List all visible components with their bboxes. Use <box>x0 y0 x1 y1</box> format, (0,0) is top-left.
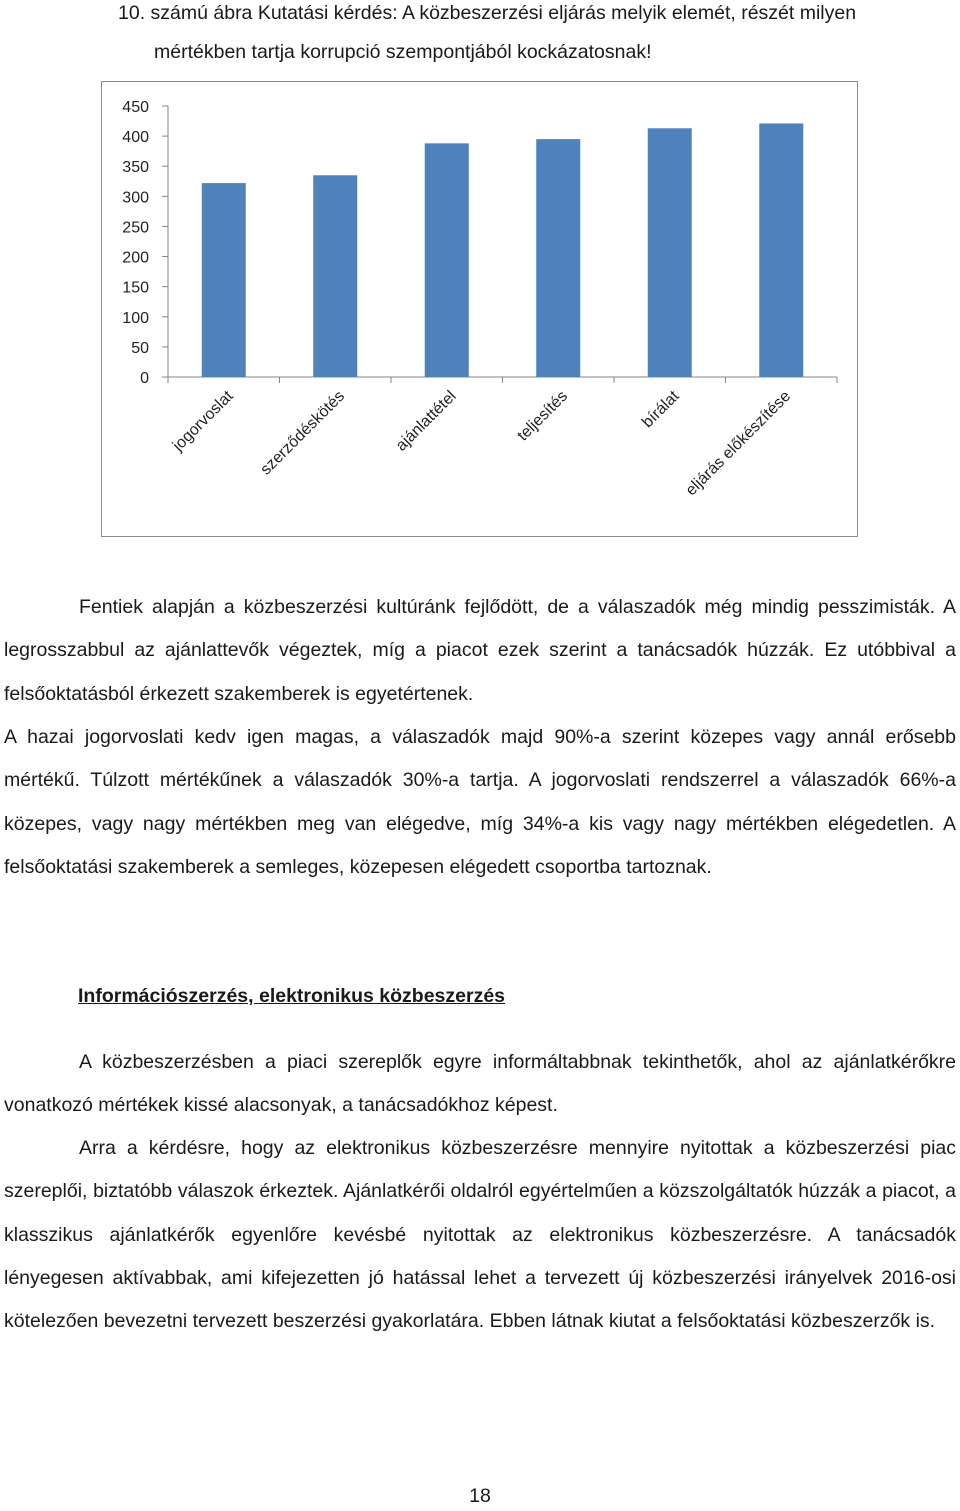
y-tick-label: 400 <box>122 129 149 147</box>
figure-caption-line-1: 10. számú ábra Kutatási kérdés: A közbeszerzési eljárás melyik elemét, részét milyen <box>118 2 857 24</box>
x-tick-label: teljesítés <box>514 387 572 445</box>
figure-caption <box>118 0 960 73</box>
y-tick-label: 300 <box>122 189 149 207</box>
x-tick-label: jogorvoslat <box>169 387 237 455</box>
bar <box>425 143 469 377</box>
page-number: 18 <box>469 1485 491 1507</box>
bar <box>648 128 692 377</box>
bar-chart-frame <box>101 81 858 537</box>
y-tick-label: 350 <box>122 159 149 177</box>
bar <box>313 175 357 377</box>
paragraph-4: Arra a kérdésre, hogy az elektronikus közbeszerzésre mennyire nyitottak a közbeszerzési piac szereplői, biztatóbb válaszok érkeztek. Ajánlatkérői oldalról egyértelműen a közszolgáltatók húzzák a piacot, a klasszikus ajánlatkérők egyenlőre kevésbé nyitottak az elektronikus közbeszerzésre. A tanácsadók lényegesen aktívabbak, ami kifejezetten jó hatással lehet a tervezett új közbeszerzési irányelvek 2016-osi kötelezően bevezetni tervezett beszerzési gyakorlatára. Ebben látnak kiutat a felsőoktatási közbeszerzők is. <box>4 1137 956 1333</box>
x-tick-label: eljárás előkészítése <box>682 387 795 500</box>
bar-chart <box>102 82 859 538</box>
y-tick-label: 100 <box>122 309 149 327</box>
x-tick-label: szerződéskötés <box>257 387 349 479</box>
bar <box>536 139 580 377</box>
y-tick-label: 250 <box>122 219 149 237</box>
bar <box>759 123 803 377</box>
y-tick-label: 0 <box>140 370 149 387</box>
figure-caption-line-2: mértékben tartja korrupció szempontjából kockázatosnak! <box>154 41 652 63</box>
y-tick-label: 50 <box>131 339 149 357</box>
y-tick-label: 200 <box>122 249 149 267</box>
y-tick-label: 450 <box>122 99 149 116</box>
paragraph-1: Fentiek alapján a közbeszerzési kultúránk fejlődött, de a válaszadók még mindig pesszimisták. A legrosszabbul az ajánlattevők végeztek, míg a piacot ezek szerint a tanácsadók húzzák. Ez utóbbival a felsőoktatásból érkezett szakemberek is egyetértenek. <box>4 596 956 705</box>
paragraph-2: A hazai jogorvoslati kedv igen magas, a válaszadók majd 90%-a szerint közepes vagy annál erősebb mértékű. Túlzott mértékűnek a válaszadók 30%-a tartja. A jogorvoslati rendszerrel a válaszadók 66%-a közepes, vagy nagy mértékben meg van elégedve, míg 34%-a kis vagy nagy mértékben elégedetlen. A felsőoktatási szakemberek a semleges, közepesen elégedett csoportba tartoznak. <box>4 726 956 878</box>
y-tick-label: 150 <box>122 279 149 297</box>
paragraph-3: A közbeszerzésben a piaci szereplők egyre informáltabbnak tekinthetők, ahol az ajánlatkérőkre vonatkozó mértékek kissé alacsonyak, a tanácsadókhoz képest. <box>4 1051 956 1117</box>
x-tick-label: bírálat <box>639 387 683 432</box>
section-heading: Információszerzés, elektronikus közbeszerzés <box>78 985 506 1007</box>
x-tick-label: ajánlattétel <box>392 387 460 455</box>
bar <box>202 183 246 377</box>
